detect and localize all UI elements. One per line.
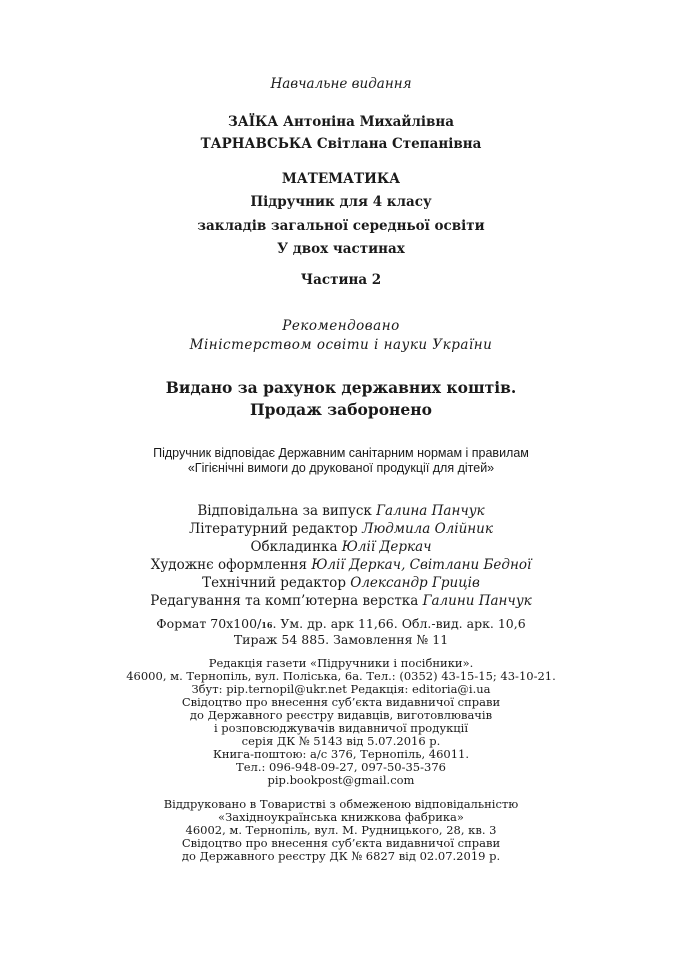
credit-role: Редагування та комп’ютерна верстка <box>150 593 423 609</box>
notice-line-2: Продаж заборонено <box>250 400 432 419</box>
credit-line <box>0 575 682 591</box>
format-line <box>0 616 682 631</box>
sanitary-line-2: «Гігієнічні вимоги до друкованої продукції для дітей» <box>187 461 495 475</box>
subtitle-line-3: У двох частинах <box>277 241 405 257</box>
subtitle-line-1: Підручник для 4 класу <box>250 194 432 210</box>
printer-line-4: Свідоцтво про внесення суб’єкта видавничої справи <box>181 836 501 850</box>
print-run-line: Тираж 54 885. Замовлення № 11 <box>233 632 449 647</box>
publisher-line-8: Книга-поштою: а/с 376, Тернопіль, 46011. <box>212 747 470 761</box>
subtitle-line-2: закладів загальної середньої освіти <box>197 218 485 234</box>
credit-role: Технічний редактор <box>202 575 351 591</box>
credit-name: Галина Панчук <box>376 503 485 519</box>
publisher-line-4: Свідоцтво про внесення суб’єкта видавничої справи <box>181 695 501 709</box>
part-label: Частина 2 <box>300 272 382 288</box>
credit-line <box>0 503 682 519</box>
credit-name: Галини Панчук <box>422 593 532 609</box>
credit-role: Відповідальна за випуск <box>197 503 377 519</box>
book-title: МАТЕМАТИКА <box>281 171 401 187</box>
recommended-line-1: Рекомендовано <box>282 318 400 334</box>
credit-role: Обкладинка <box>250 539 342 555</box>
credit-name: Людмила Олійник <box>362 521 493 537</box>
credit-line <box>0 539 682 555</box>
format-fraction: 16 <box>261 620 273 630</box>
publisher-line-1: Редакція газети «Підручники і посібники». <box>208 656 474 670</box>
credit-line <box>0 521 682 537</box>
printer-line-3: 46002, м. Тернопіль, вул. М. Рудницького, 28, кв. 3 <box>185 823 497 837</box>
publisher-line-6: і розповсюджувачів видавничої продукції <box>213 721 469 735</box>
recommended-line-2: Міністерством освіти і науки України <box>189 337 493 353</box>
credit-role: Художнє оформлення <box>150 557 312 573</box>
publisher-line-2: 46000, м. Тернопіль, вул. Поліська, 6а. Тел.: (0352) 43-15-15; 43-10-21. <box>126 669 556 683</box>
publisher-line-9: Тел.: 096-948-09-27, 097-50-35-376 <box>236 760 446 774</box>
printer-line-5: до Державного реєстру ДК № 6827 від 02.07.2019 р. <box>181 849 501 863</box>
credit-name: Юлії Деркач <box>311 557 402 573</box>
credit-line <box>0 593 682 609</box>
format-rest: . Ум. др. арк 11,66. Обл.-вид. арк. 10,6 <box>272 616 526 631</box>
printer-line-1: Віддруковано в Товаристві з обмеженою відповідальністю <box>163 797 519 811</box>
publisher-line-10: pip.bookpost@gmail.com <box>267 773 415 787</box>
format-prefix: Формат 70x100/ <box>156 616 262 631</box>
edition-type: Навчальне видання <box>270 76 412 92</box>
publisher-line-5: до Державного реєстру видавців, виготовлювачів <box>189 708 493 722</box>
publisher-line-7: серія ДК № 5143 від 5.07.2016 р. <box>241 734 441 748</box>
credit-line <box>0 557 682 573</box>
credit-role: Літературний редактор <box>189 521 363 537</box>
author-1: ЗАЇКА Антоніна Михайлівна <box>227 114 455 130</box>
author-2: ТАРНАВСЬКА Світлана Степанівна <box>200 136 482 152</box>
credit-name: Олександр Гриців <box>350 575 480 591</box>
credit-name: Юлії Деркач <box>341 539 432 555</box>
notice-line-1: Видано за рахунок державних коштів. <box>165 378 517 397</box>
publisher-line-3: Збут: pip.ternopil@ukr.net Редакція: editoria@i.ua <box>191 682 491 696</box>
credit-extra: , Світлани Бедної <box>401 557 532 573</box>
sanitary-line-1: Підручник відповідає Державним санітарним нормам і правилам <box>153 446 529 460</box>
printer-line-2: «Західноукраїнська книжкова фабрика» <box>218 810 464 824</box>
